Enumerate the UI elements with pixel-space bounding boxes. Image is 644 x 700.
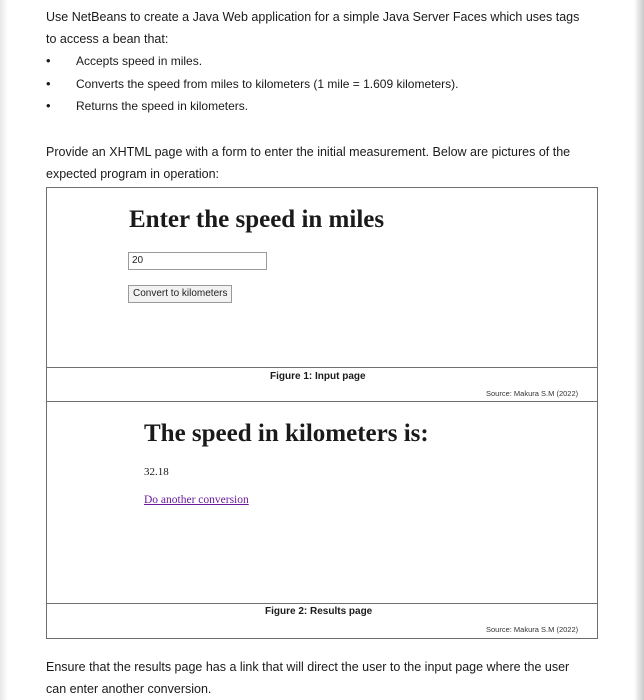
requirements-list <box>46 50 458 118</box>
intro-line-2: to access a bean that: <box>46 32 169 46</box>
provide-paragraph <box>46 141 606 185</box>
ensure-paragraph <box>46 656 606 700</box>
intro-line-1: Use NetBeans to create a Java Web application for a simple Java Server Faces which uses tags <box>46 10 580 24</box>
do-another-conversion-link[interactable]: Do another conversion <box>144 494 249 506</box>
ensure-line-2: can enter another conversion. <box>46 682 212 696</box>
convert-button[interactable]: Convert to kilometers <box>128 285 232 303</box>
figure1-caption: Figure 1: Input page <box>270 371 366 382</box>
figure-separator <box>46 401 597 402</box>
bullet-icon: • <box>46 53 51 68</box>
speed-miles-input[interactable]: 20 <box>128 252 267 270</box>
bullet-icon: • <box>46 75 51 91</box>
results-page-heading: The speed in kilometers is: <box>144 420 429 447</box>
result-value: 32.18 <box>144 466 169 478</box>
figure2-source: Source: Makura S.M (2022) <box>486 625 579 634</box>
bullet-icon: • <box>46 98 51 113</box>
provide-line-1: Provide an XHTML page with a form to enter the initial measurement. Below are pictures of the <box>46 145 571 159</box>
provide-line-2: expected program in operation: <box>46 167 220 181</box>
input-page-heading: Enter the speed in miles <box>129 206 385 233</box>
list-item: • Accepts speed in miles. <box>46 50 458 73</box>
figure1-source: Source: Makura S.M (2022) <box>486 389 579 398</box>
figure1-divider <box>46 367 597 368</box>
list-item: • Returns the speed in kilometers. <box>46 95 458 118</box>
intro-paragraph <box>46 6 606 50</box>
ensure-line-1: Ensure that the results page has a link that will direct the user to the input page where the user <box>46 660 570 674</box>
page-edge-shadow-right <box>634 0 644 700</box>
figure2-caption: Figure 2: Results page <box>265 606 373 617</box>
figure2-divider <box>46 603 597 604</box>
list-item: • Converts the speed from miles to kilometers (1 mile = 1.609 kilometers). <box>46 73 458 96</box>
page-edge-shadow-left <box>0 0 8 700</box>
